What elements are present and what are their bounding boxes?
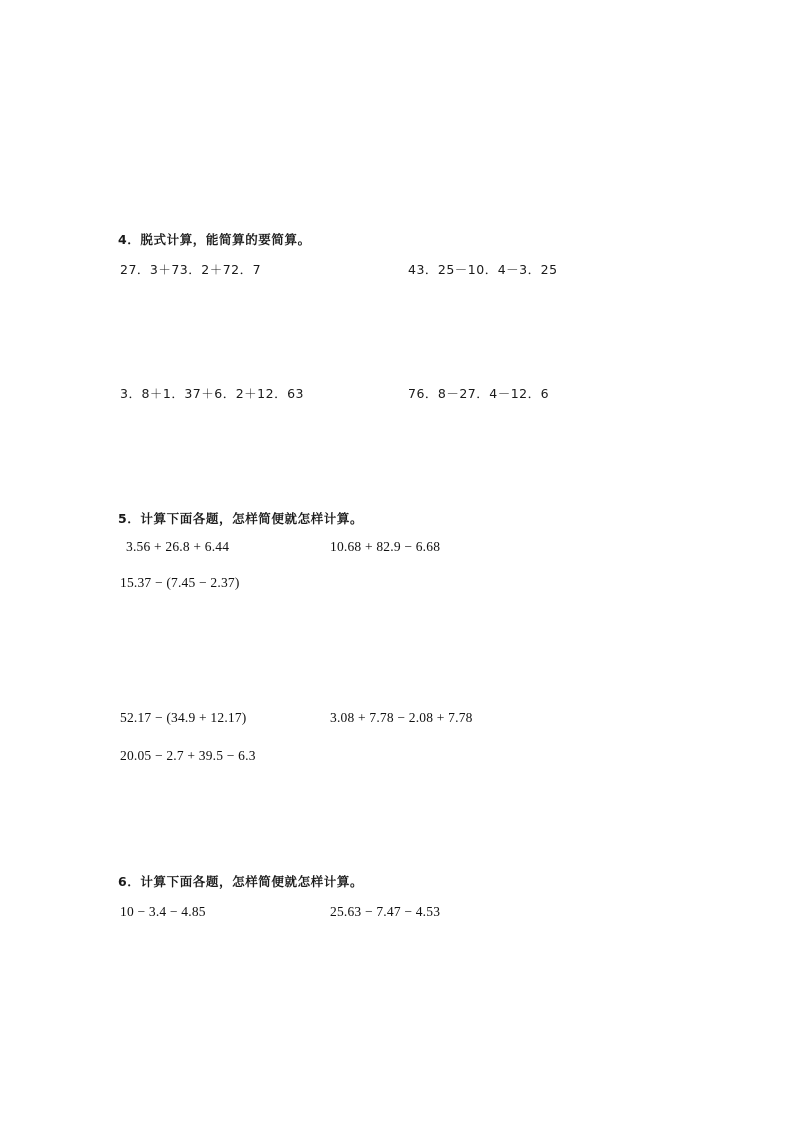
- section-heading-5: 5．计算下面各题，怎样简便就怎样计算。: [118, 511, 364, 526]
- problem-5-2: 10.68 + 82.9 − 6.68: [330, 539, 441, 554]
- problem-5-4: 52.17 − (34.9 + 12.17): [120, 710, 247, 725]
- problem-6-1: 10 − 3.4 − 4.85: [120, 904, 206, 919]
- problem-4-2: 43．25－10．4－3．25: [408, 262, 558, 277]
- problem-5-6: 20.05 − 2.7 + 39.5 − 6.3: [120, 748, 256, 763]
- problem-4-3: 3．8＋1．37＋6．2＋12．63: [120, 386, 304, 401]
- problem-5-1: 3.56 + 26.8 + 6.44: [126, 539, 230, 554]
- section-heading-4: 4．脱式计算，能简算的要简算。: [118, 232, 311, 247]
- problem-6-2: 25.63 − 7.47 − 4.53: [330, 904, 441, 919]
- problem-5-5: 3.08 + 7.78 − 2.08 + 7.78: [330, 710, 473, 725]
- problem-4-4: 76．8－27．4－12．6: [408, 386, 550, 401]
- problem-4-1: 27．3＋73．2＋72．7: [120, 262, 262, 277]
- section-heading-6: 6．计算下面各题，怎样简便就怎样计算。: [118, 874, 364, 889]
- problem-5-3: 15.37 − (7.45 − 2.37): [120, 575, 240, 590]
